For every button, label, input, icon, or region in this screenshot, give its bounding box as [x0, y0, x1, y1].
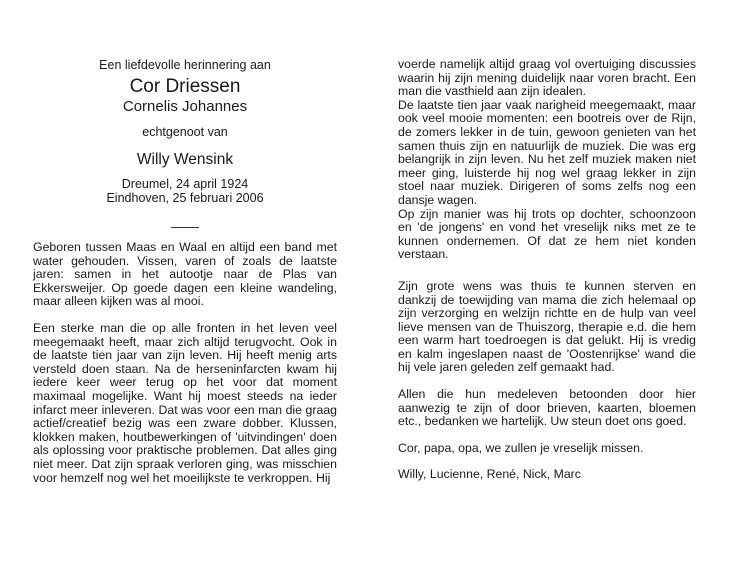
- life-dates: [33, 178, 337, 205]
- left-column: [33, 58, 337, 485]
- spouse-label: echtgenoot van: [142, 125, 228, 139]
- paragraph: De laatste tien jaar vaak narigheid meegemaakt, maar ook veel mooie momenten: een bootreis over de Rijn, de zomers lekker in de tuin, gewoon genieten van het samen thuis zijn en natuurlijk de muziek. Die was erg belangrijk in zijn leven. Nu het zelf muziek maken niet meer ging, luisterde hij nog wel graag lekker in zijn stoel naar muziek. Dirigeren of soms zelfs nog een dansje wagen.: [398, 97, 696, 207]
- paragraph: Zijn grote wens was thuis te kunnen sterven en dankzij de toewijding van mama die zich helemaal op zijn verzorging en welzijn richtte en de hulp van veel lieve mensen van de Thuiszorg, therapie e.d. die hem een warm hart toedroegen is dat gelukt. Hij is vredig en kalm ingeslapen naast de 'Oostenrijkse' wand die hij vele jaren geleden zelf gemaakt had.: [398, 278, 696, 375]
- paragraph: voerde namelijk altijd graag vol overtuiging discussies waarin hij zijn mening duidelijk naar voren bracht. Een man die vasthield aan zijn idealen.: [398, 57, 696, 99]
- paragraph: Op zijn manier was hij trots op dochter, schoonzoon en 'de jongens' en vond het vreselijk niks met ze te kunnen ondernemen. Of dat ze hem niet konden verstaan.: [398, 206, 696, 262]
- card-header: [33, 58, 337, 228]
- right-column: [398, 58, 696, 482]
- paragraph: Geboren tussen Maas en Waal en altijd een band met water gehouden. Vissen, varen of zoals de laatste jaren: samen in het autootje naar de Plas van Ekkersweijer. Op goede dagen een kleine wandeling, maar alleen kijken was al mooi.: [33, 240, 337, 309]
- farewell-line: Cor, papa, opa, we zullen je vreselijk missen.: [398, 440, 644, 455]
- deceased-full-name: Cornelis Johannes: [122, 98, 248, 115]
- deceased-name: Cor Driessen: [129, 76, 241, 97]
- spouse-name: Willy Wensink: [136, 151, 234, 168]
- divider-line: [171, 227, 199, 228]
- paragraph: Allen die hun medeleven betoonden door hier aanwezig te zijn of door brieven, kaarten, bloemen etc., bedanken we hartelijk. Uw steun doet ons goed.: [398, 387, 696, 429]
- intro-text: Een liefdevolle herinnering aan: [99, 58, 271, 72]
- paragraph: Een sterke man die op alle fronten in het leven veel meegemaakt heeft, maar zich altijd terugvocht. Ook in de laatste tien jaar van zijn leven. Hij heeft menig arts versteld doen staan. Na de herseninfarcten kwam hij iedere keer weer terug op het voor dat moment maximaal mogelijke. Want hij moest steeds na ieder infarct meer inleveren. Dat was voor een man die graag actief/creatief bezig was een zware dobber. Klussen, klokken maken, houtbewerkingen of 'uitvindingen' doen als oplossing voor praktische problemen. Dat alles ging niet meer. Dat zijn spraak verloren ging, was misschien voor hemzelf nog wel het moeilijkste te verkroppen. Hij: [33, 320, 337, 485]
- birth-date: Dreumel, 24 april 1924: [121, 177, 249, 191]
- death-date: Eindhoven, 25 februari 2006: [106, 190, 264, 205]
- family-signature: Willy, Lucienne, René, Nick, Marc: [398, 467, 581, 482]
